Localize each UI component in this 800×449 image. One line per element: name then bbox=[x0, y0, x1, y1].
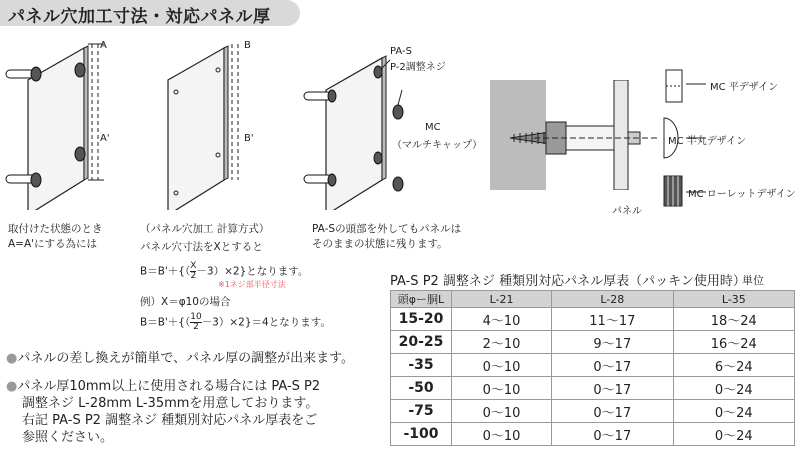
label-p2-screw: P-2調整ネジ bbox=[390, 62, 446, 73]
table-row bbox=[391, 331, 795, 354]
bullet-2-line-4: 参照ください。 bbox=[22, 430, 114, 445]
panel-thickness-table bbox=[390, 290, 795, 446]
label-mc-round: MC 半丸デザイン bbox=[668, 136, 747, 147]
caption-left-1: 取付けた状態のとき bbox=[8, 223, 103, 235]
table-cell: 0～24 bbox=[673, 423, 794, 446]
formula-2 bbox=[140, 313, 331, 332]
table-cell: 18～24 bbox=[673, 308, 794, 331]
table-cell: 0～10 bbox=[452, 377, 552, 400]
table-cell: 9～17 bbox=[552, 331, 673, 354]
formula-note: ※1ネジ部半径寸法 bbox=[218, 280, 286, 289]
label-mc-knurl: MC ローレットデザイン bbox=[688, 189, 796, 200]
formula-2-den: 2 bbox=[193, 322, 199, 332]
table-cell: 0～24 bbox=[673, 400, 794, 423]
table-unit: 単位 bbox=[742, 274, 764, 287]
page-title: パネル穴加工寸法・対応パネル厚 bbox=[8, 7, 271, 27]
formula-1-pre: B＝B'＋{（ bbox=[140, 265, 191, 278]
table-row bbox=[391, 400, 795, 423]
table-corner-header: 頭φー胴L bbox=[391, 291, 452, 308]
formula-2-num: 10 bbox=[190, 312, 202, 322]
formula-1-den: 2 bbox=[190, 271, 197, 281]
label-pa-s: PA-S bbox=[390, 46, 412, 57]
table-row bbox=[391, 423, 795, 446]
label-b-prime: B' bbox=[244, 133, 254, 144]
bullet-2 bbox=[6, 378, 376, 446]
bullet-1 bbox=[6, 350, 354, 367]
caption-mid-1: （パネル穴加工 計算方式） bbox=[140, 223, 270, 235]
caption-mid-2: パネル穴寸法をXとすると bbox=[140, 241, 263, 253]
bullet-1-text: パネルの差し換えが簡単で、パネル厚の調整が出来ます。 bbox=[17, 351, 355, 366]
label-multi-cap: （マルチキャップ） bbox=[392, 140, 483, 151]
label-mc: MC bbox=[425, 122, 441, 133]
formula-2-pre: B＝B'＋{（ bbox=[140, 316, 191, 329]
label-a: A bbox=[100, 40, 107, 51]
table-cell: 2～10 bbox=[452, 331, 552, 354]
table-cell: 6～24 bbox=[673, 354, 794, 377]
caption-left-2: A=A'にする為には bbox=[8, 238, 98, 250]
table-col-header: L-35 bbox=[673, 291, 794, 308]
caption-right-1: PA-Sの頭部を外してもパネルは bbox=[312, 223, 462, 235]
bullet-dot-icon: ● bbox=[6, 351, 18, 366]
table-cell: 16～24 bbox=[673, 331, 794, 354]
table-row bbox=[391, 308, 795, 331]
label-panel: パネル bbox=[612, 206, 642, 217]
panel-diagram-b bbox=[160, 30, 260, 210]
formula-1-num: X bbox=[190, 261, 197, 271]
table-row bbox=[391, 354, 795, 377]
bullet-2-line-2: 調整ネジ L-28mm L-35mmを用意しております。 bbox=[22, 396, 319, 411]
table-cell: 0～10 bbox=[452, 354, 552, 377]
table-cell: 0～17 bbox=[552, 423, 673, 446]
panel-diagram-a bbox=[0, 30, 130, 210]
cross-section-diagram bbox=[490, 80, 680, 190]
label-b: B bbox=[244, 40, 251, 51]
row-header: -50 bbox=[391, 377, 452, 400]
bullet-2-line-1: パネル厚10mm以上に使用される場合には PA-S P2 bbox=[17, 379, 321, 394]
label-a-prime: A' bbox=[100, 133, 110, 144]
row-header: 20-25 bbox=[391, 331, 452, 354]
table-row bbox=[391, 377, 795, 400]
row-header: -75 bbox=[391, 400, 452, 423]
table-cell: 0～17 bbox=[552, 354, 673, 377]
row-header: -35 bbox=[391, 354, 452, 377]
caption-right-2: そのままの状態に残ります。 bbox=[312, 238, 448, 250]
label-mc-flat: MC 平デザイン bbox=[710, 82, 779, 93]
row-header: 15-20 bbox=[391, 308, 452, 331]
table-cell: 11～17 bbox=[552, 308, 673, 331]
panel-diagram-pa-s bbox=[298, 50, 408, 210]
caption-example: 例）X＝φ10の場合 bbox=[140, 296, 231, 308]
table-col-header: L-21 bbox=[452, 291, 552, 308]
formula-2-post: －3）×2}＝4となります。 bbox=[201, 316, 331, 329]
table-title: PA-S P2 調整ネジ 種類別対応パネル厚表（パッキン使用時） bbox=[390, 274, 746, 289]
table-col-header: L-28 bbox=[552, 291, 673, 308]
table-cell: 0～24 bbox=[673, 377, 794, 400]
table-cell: 0～17 bbox=[552, 377, 673, 400]
table-cell: 0～17 bbox=[552, 400, 673, 423]
table-cell: 4～10 bbox=[452, 308, 552, 331]
formula-1-post: －3）×2}となります。 bbox=[196, 265, 309, 278]
table-cell: 0～10 bbox=[452, 423, 552, 446]
row-header: -100 bbox=[391, 423, 452, 446]
table-cell: 0～10 bbox=[452, 400, 552, 423]
bullet-dot-icon: ● bbox=[6, 379, 18, 394]
bullet-2-line-3: 右記 PA-S P2 調整ネジ 種類別対応パネル厚表をご bbox=[22, 413, 318, 428]
